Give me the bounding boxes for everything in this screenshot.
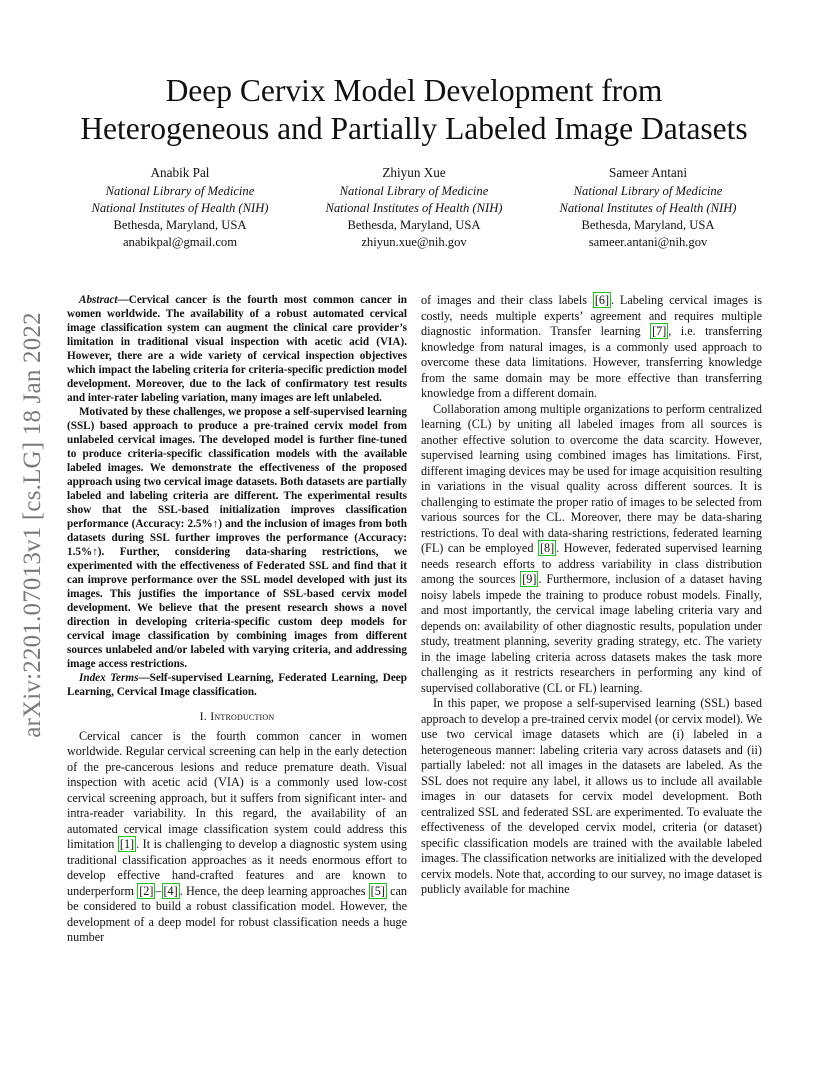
author-affiliation: National Institutes of Health (NIH): [325, 201, 503, 215]
paper-title: [40, 72, 788, 148]
abstract-text: —Cervical cancer is the fourth most common cancer in women worldwide. The availability of a robust automated cervical image classification system can augment the clinical care provider’s limitation in traditional visual inspection with acetic acid (VIA). However, there are a wide variety of cervical inspection objectives which impact the labeling criteria for criteria-specific prediction model development. Moreover, due to the lack of confirmatory test results and inter-rater labeling variation, many images are left unlabeled.: [67, 294, 407, 404]
citation-link[interactable]: [7]: [652, 324, 667, 338]
author-block: [70, 164, 758, 251]
body-text: . Hence, the deep learning approaches: [179, 883, 369, 898]
author-1: [70, 164, 290, 251]
right-paragraph-2: [421, 402, 762, 697]
citation-link[interactable]: [5]: [370, 883, 385, 898]
body-text: . It is challenging to develop a diagnostic system using traditional classification approaches as it needs enormous effort to develop effective hand-crafted features and are known to underperform: [67, 837, 407, 898]
arxiv-identifier: arXiv:2201.07013v1 [cs.LG] 18 Jan 2022: [19, 312, 46, 738]
index-terms-label: Index Terms: [79, 672, 139, 684]
author-name: Anabik Pal: [150, 165, 210, 180]
right-paragraph-1: [421, 293, 762, 402]
arxiv-sidebar: [8, 290, 58, 760]
right-column: [421, 293, 762, 898]
author-location: Bethesda, Maryland, USA: [113, 218, 247, 232]
body-text: can be considered to build a robust classification model. However, the development of a deep model for robust classification needs a huge number: [67, 883, 407, 944]
body-text: of images and their class labels: [421, 293, 593, 307]
author-affiliation: National Institutes of Health (NIH): [559, 201, 737, 215]
author-affiliation: National Library of Medicine: [105, 184, 255, 198]
citation-link[interactable]: [1]: [119, 837, 135, 851]
citation-link[interactable]: [4]: [163, 883, 178, 898]
citation-link[interactable]: [2]: [139, 883, 154, 898]
citation-link[interactable]: [8]: [539, 541, 555, 555]
author-affiliation: National Institutes of Health (NIH): [91, 201, 269, 215]
author-2: [304, 164, 524, 251]
author-affiliation: National Library of Medicine: [573, 184, 723, 198]
abstract-paragraph-1: [67, 293, 407, 405]
author-location: Bethesda, Maryland, USA: [347, 218, 481, 232]
citation-link[interactable]: [6]: [594, 293, 610, 307]
abstract: [67, 293, 407, 699]
body-text: . Furthermore, inclusion of a dataset having noisy labels impede the training to produce robust models. Finally, and most importantly, the cervical image labeling criteria vary and depends on: availability of other diagnostic results, population under study, treatment planning, severity grading strategy, etc. The variety in the image labeling criteria across datasets makes the task more challenging as it restricts researchers in performing any kind of supervised collaborative (CL or FL) learning.: [421, 572, 762, 695]
index-terms-text: —Self-supervised Learning, Federated Learning, Deep Learning, Cervical Image classification.: [67, 672, 407, 698]
left-column: [67, 293, 407, 946]
author-email: sameer.antani@nih.gov: [588, 235, 708, 249]
body-text: . However, federated supervised learning needs research efforts to address variability in class distribution among the sources: [421, 541, 762, 586]
author-name: Sameer Antani: [608, 165, 687, 180]
author-affiliation: National Library of Medicine: [339, 184, 489, 198]
right-paragraph-3: In this paper, we propose a self-supervised learning (SSL) based approach to develop a pre-trained cervix model (or cervix model). We use two cervical image datasets which are (i) labeled in a heterogeneous manner: labeling criteria vary across datasets and (ii) partially labeled: not all images in the datasets are labeled. As the SSL does not require any label, it allows us to include all available images in our datasets for cervix model development. Both centralized SSL and federated SSL are experimented. To evaluate the effectiveness of the developed cervix model, criteria (or dataset) specific classification models are trained with the available labeled images. The classification networks are initialized with the developed cervix models. Note that, according to our survey, no image dataset is publicly available for machine: [421, 696, 762, 896]
body-text: Collaboration among multiple organizations to perform centralized learning (CL) by uniting all labeled images from all sources is another effective solution to overcome the data scarcity. However, supervised learning using combined images has limitations. First, different imaging devices may be used for image acquisition resulting in variations in the visual quality across different sources. It is challenging to estimate the proper ratio of images to be selected from various sources for the CL. Moreover, there may be data-sharing restrictions. To deal with data-sharing restrictions, federated learning (FL) can be employed: [421, 401, 762, 555]
author-name: Zhiyun Xue: [382, 165, 446, 180]
body-text: , i.e. transferring knowledge from natural images, is a commonly used approach to overcome these data limitations. However, transferring knowledge from the same domain may be more effective than transferring knowledge from a different domain.: [421, 324, 762, 400]
body-text: . Labeling cervical images is costly, needs multiple experts’ agreement and requires multiple diagnostic information. Transfer learning: [421, 293, 762, 338]
author-location: Bethesda, Maryland, USA: [581, 218, 715, 232]
abstract-paragraph-2: Motivated by these challenges, we propose a self-supervised learning (SSL) based approach to produce a pre-trained cervix model from unlabeled cervical images. The developed model is further fine-tuned to produce criteria-specific classification models with the available labeled images. We demonstrate the effectiveness of the proposed approach using two cervical image datasets. Both datasets are partially labeled and labeling criteria are different. The experimental results show that the SSL-based initialization improves classification performance (Accuracy: 2.5%↑) and the inclusion of images from both datasets during SSL further improves the performance (Accuracy: 1.5%↑). Further, considering data-sharing restrictions, we experimented with the effectiveness of Federated SSL and find that it can improve performance over the SSL model developed with just its images. This justifies the importance of SSL-based cervix model development. We believe that the present research shows a novel direction in developing criteria-specific custom deep models for cervical image classification by combining images from different sources unlabeled and/or labeled with varying criteria, and addressing image access restrictions.: [67, 406, 407, 670]
author-3: [538, 164, 758, 251]
title-line-2: Heterogeneous and Partially Labeled Image Datasets: [80, 111, 748, 146]
index-terms: [67, 671, 407, 699]
title-line-1: Deep Cervix Model Development from: [165, 73, 663, 108]
author-email: zhiyun.xue@nih.gov: [361, 235, 467, 249]
citation-link[interactable]: [9]: [522, 572, 537, 586]
author-email: anabikpal@gmail.com: [122, 235, 238, 249]
intro-paragraph-1: [67, 729, 407, 946]
body-text: Cervical cancer is the fourth common cancer in women worldwide. Regular cervical screening can help in the early detection of the pre-cancerous lesions and reduce premature death. Visual inspection with acetic acid (VIA) is a commonly used low-cost cervical screening approach, but it suffers from significant inter- and intra-reader variability. In this regard, the availability of an automated cervical image classification system could address this limitation: [67, 728, 407, 851]
section-heading-introduction: I. Introduction: [199, 709, 275, 723]
abstract-label: Abstract: [79, 294, 118, 306]
body-text: –: [155, 883, 162, 898]
